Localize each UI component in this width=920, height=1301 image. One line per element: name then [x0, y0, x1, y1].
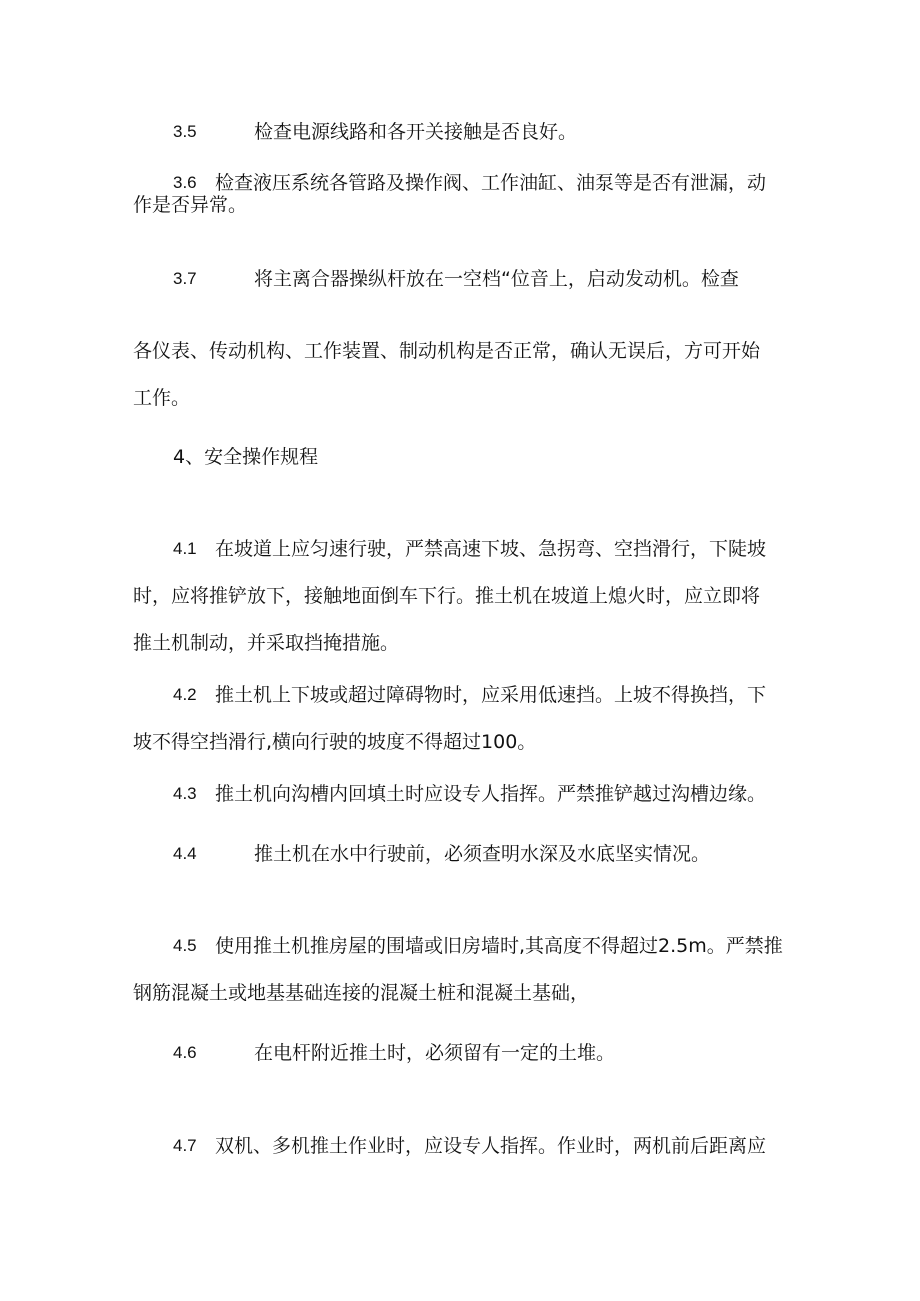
- item-number: 3.7: [173, 269, 197, 288]
- item-number: 4.2: [173, 685, 197, 704]
- item-number: 4.6: [173, 1043, 197, 1062]
- item-number: 4.4: [173, 844, 197, 863]
- item-text: 时，应将推铲放下，接触地面倒车下行。推土机在坡道上熄火时，应立即将: [133, 585, 761, 607]
- item-number: 4.7: [173, 1136, 197, 1155]
- item-text: 使用推土机推房屋的围墙或旧房墙时,其高度不得超过2.5m。严禁推: [215, 935, 783, 957]
- item-text: 在电杆附近推土时，必须留有一定的土堆。: [254, 1042, 616, 1064]
- item-number: 4.3: [173, 784, 197, 803]
- item-text: 推土机制动，并采取挡掩措施。: [133, 632, 400, 654]
- item-number: 3.5: [173, 122, 197, 141]
- item-text: 将主离合器操纵杆放在一空档“位音上，启动发动机。检查: [254, 268, 739, 290]
- item-text: 在坡道上应匀速行驶，严禁高速下坡、急拐弯、空挡滑行，下陡坡: [215, 538, 767, 560]
- item-text: 推土机向沟槽内回填土时应设专人指挥。严禁推铲越过沟槽边缘。: [215, 783, 767, 805]
- item-number: 3.6: [173, 173, 197, 192]
- item-number: 4.1: [173, 539, 197, 558]
- item-text: 推土机在水中行驶前，必须查明水深及水底坚实情况。: [254, 843, 711, 865]
- item-text: 双机、多机推土作业时，应设专人指挥。作业时，两机前后距离应: [215, 1135, 767, 1157]
- item-text: 坡不得空挡滑行,横向行驶的坡度不得超过100。: [133, 731, 537, 753]
- item-text: 检查液压系统各管路及操作阀、工作油缸、油泵等是否有泄漏，动: [215, 172, 767, 194]
- item-number: 4.5: [173, 936, 197, 955]
- item-text: 推土机上下坡或超过障碍物时，应采用低速挡。上坡不得换挡，下: [215, 684, 767, 706]
- section-title: 4、安全操作规程: [173, 446, 319, 468]
- item-text: 各仪表、传动机构、工作装置、制动机构是否正常，确认无误后，方可开始: [133, 340, 761, 362]
- item-text: 钢筋混凝土或地基基础连接的混凝土桩和混凝土基础，: [133, 982, 590, 1004]
- item-text: 检查电源线路和各开关接触是否良好。: [254, 121, 578, 143]
- item-text: 作是否异常。: [133, 194, 248, 216]
- item-text: 工作。: [133, 387, 191, 409]
